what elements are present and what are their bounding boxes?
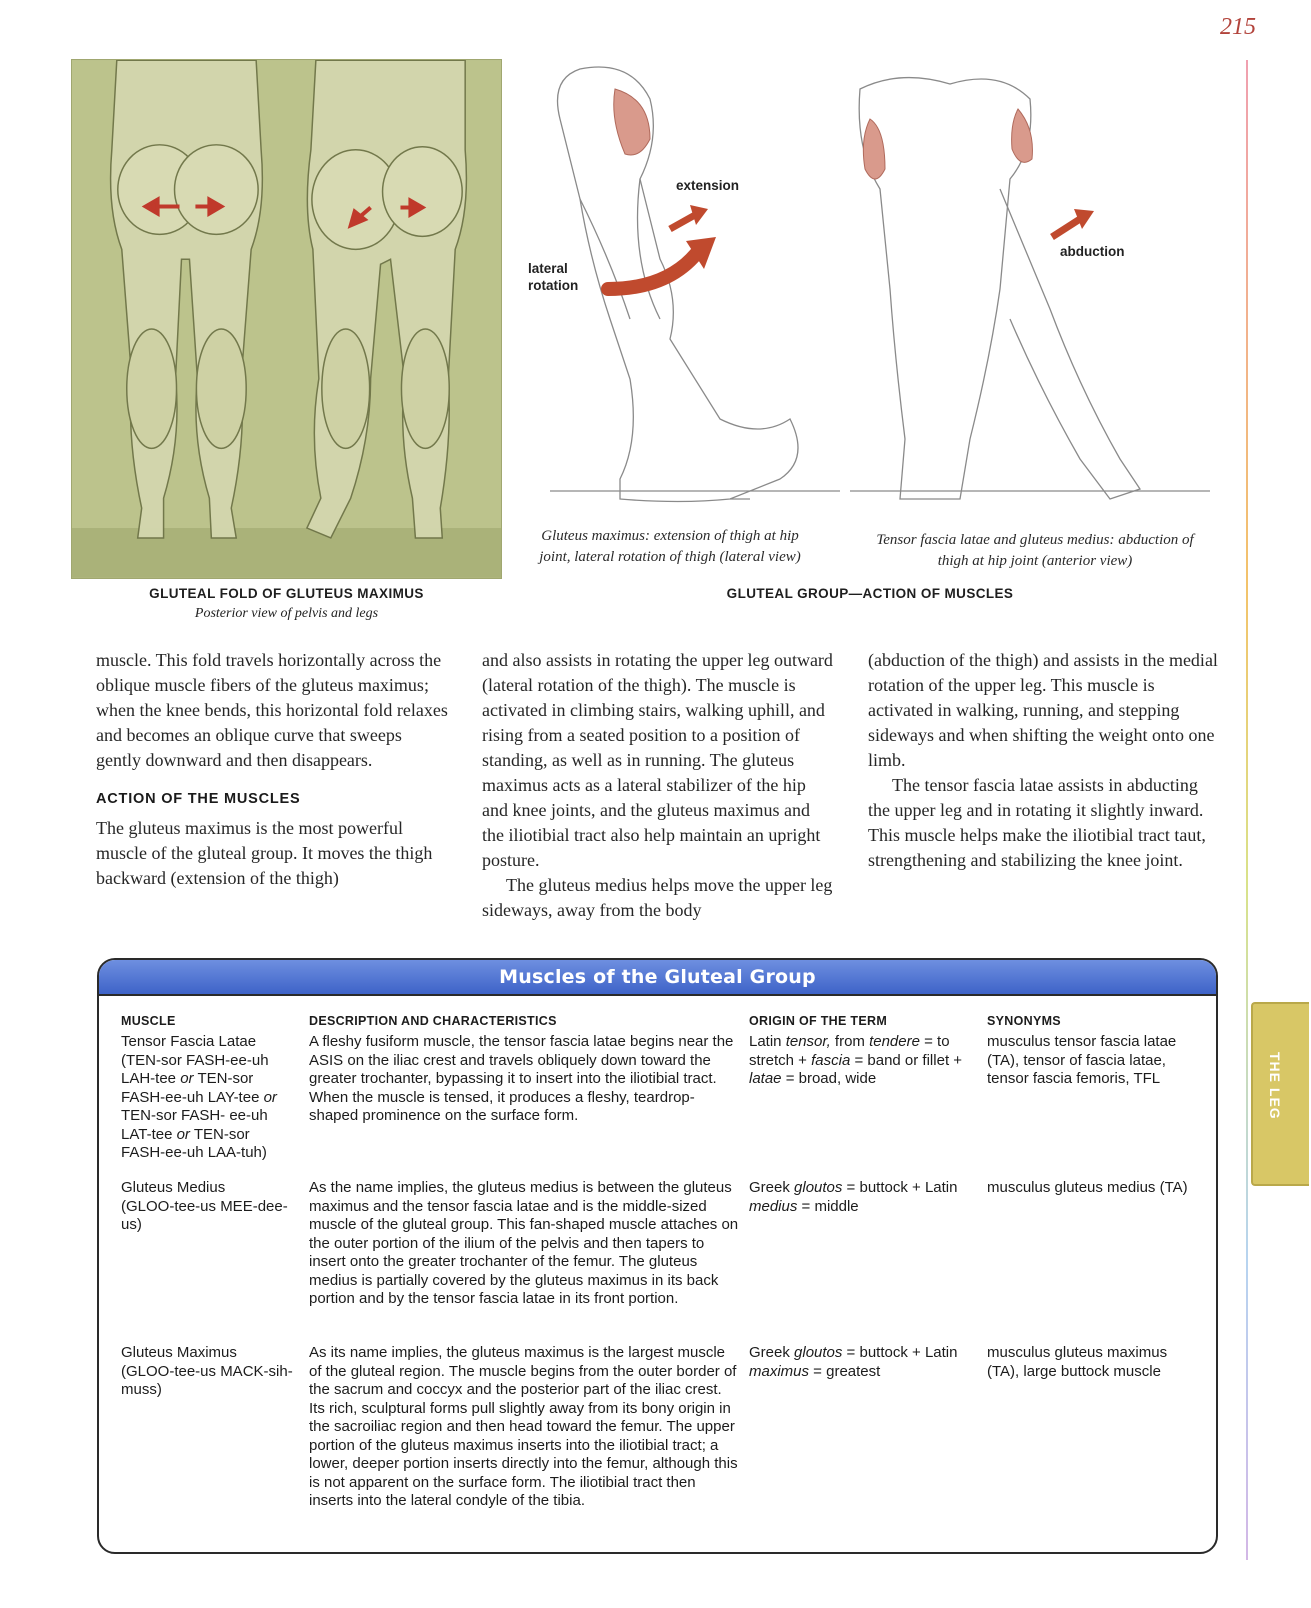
muscle-name: Gluteus Maximus <box>121 1344 237 1361</box>
muscle-pronunciation: (TEN-sor FASH-ee-uh LAH-tee or TEN-sor FASH-ee-uh LAY-tee or TEN-sor FASH- ee-uh LAT-tee or TEN-sor FASH-ee-uh LAA-tuh) <box>121 1051 277 1161</box>
muscle-name: Tensor Fascia Latae <box>121 1033 257 1050</box>
sketch-caption-subtitle: Posterior view of pelvis and legs <box>194 606 379 621</box>
table-row-1-origin: Latin tensor, from tendere = to stretch + fascia = band or fillet + latae = broad, wide <box>749 1033 963 1087</box>
edge-color-rule <box>1246 60 1248 1560</box>
body-column-3 <box>868 648 1218 873</box>
sketch-caption-title: GLUTEAL FOLD OF GLUTEUS MAXIMUS <box>149 586 424 601</box>
table-row-3-muscle <box>121 1344 296 1400</box>
table-title: Muscles of the Gluteal Group <box>499 966 816 988</box>
group-caption-title: GLUTEAL GROUP—ACTION OF MUSCLES <box>726 586 1014 601</box>
muscle-pronunciation: (GLOO-tee-us MEE-dee-us) <box>121 1197 288 1233</box>
table-row-2-origin: Greek gloutos = buttock + Latin medius = middle <box>749 1179 958 1215</box>
column-header-muscle: MUSCLE <box>121 1014 176 1028</box>
label-extension: extension <box>676 178 740 193</box>
anterior-view-caption-line1: Tensor fascia latae and gluteus medius: abduction of <box>876 532 1194 548</box>
muscles-table <box>97 958 1218 1554</box>
table-row-2-description: As the name implies, the gluteus medius is between the gluteus maximus and the tensor fascia latae and is the middle-sized muscle of the gluteal group. This fan-shaped muscle attaches on the outer portion of the ilium of the pelvis and then tapers to insert onto the greater trochanter of the femur. The gluteus medius is partially covered by the gluteus maximus in its back portion and by the tensor fascia latae in its front portion. <box>309 1179 739 1307</box>
lateral-view-caption-line2: joint, lateral rotation of thigh (lateral view) <box>539 549 801 565</box>
section-heading: ACTION OF THE MUSCLES <box>96 791 301 807</box>
column-header-synonyms: SYNONYMS <box>987 1014 1061 1028</box>
table-row-1-description: A fleshy fusiform muscle, the tensor fascia latae begins near the ASIS on the iliac crest and travels obliquely down toward the greater trochanter, bypassing it to insert into the iliotibial tract. When the muscle is tensed, it produces a fleshy, teardrop-shaped prominence on the surface form. <box>309 1033 734 1124</box>
col1-paragraph-1: muscle. This fold travels horizontally across the oblique muscle fibers of the gluteus maximus; when the knee bends, this horizontal fold relaxes and becomes an oblique curve that sweeps gently downward and then disappears. <box>96 650 448 770</box>
col3-paragraph-2: The tensor fascia latae assists in abducting the upper leg and in rotating it slightly inward. This muscle helps make the iliotibial tract taut, strengthening and stabilizing the knee joint. <box>868 775 1206 870</box>
col1-paragraph-2: The gluteus maximus is the most powerful muscle of the gluteal group. It moves the thigh backward (extension of the thigh) <box>96 818 433 888</box>
section-tab-label: THE LEG <box>1267 1052 1283 1120</box>
section-tab[interactable] <box>1251 1002 1309 1186</box>
column-header-description: DESCRIPTION AND CHARACTERISTICS <box>309 1014 557 1028</box>
label-rotation: rotation <box>528 278 579 293</box>
body-column-1 <box>96 648 448 891</box>
anterior-view-caption-line2: thigh at hip joint (anterior view) <box>937 553 1133 569</box>
table-row-3-synonyms: musculus gluteus maximus (TA), large buttock muscle <box>987 1344 1168 1380</box>
table-row-1-muscle <box>121 1033 296 1163</box>
body-column-2 <box>482 648 834 923</box>
table-row-1-synonyms: musculus tensor fascia latae (TA), tensor of fascia latae, tensor fascia femoris, TFL <box>987 1033 1177 1087</box>
anterior-view-caption <box>845 530 1225 572</box>
col3-paragraph-1: (abduction of the thigh) and assists in the medial rotation of the upper leg. This muscle is activated in walking, running, and stepping sideways and when shifting the weight onto one limb. <box>868 650 1218 770</box>
gluteal-action-illustration <box>520 59 1220 539</box>
table-row-2-synonyms: musculus gluteus medius (TA) <box>987 1179 1188 1196</box>
legs-posterior-drawing <box>72 60 501 578</box>
label-lateral: lateral <box>528 261 568 276</box>
lateral-view-caption-line1: Gluteus maximus: extension of thigh at hip <box>541 528 799 544</box>
muscle-name: Gluteus Medius <box>121 1179 226 1196</box>
col2-paragraph-2: The gluteus medius helps move the upper leg sideways, away from the body <box>482 875 833 920</box>
table-row-2-muscle <box>121 1179 296 1235</box>
page-number: 215 <box>1220 14 1256 40</box>
muscle-pronunciation: (GLOO-tee-us MACK-sih-muss) <box>121 1362 293 1398</box>
lateral-view-caption <box>510 526 830 568</box>
column-header-origin: ORIGIN OF THE TERM <box>749 1014 888 1028</box>
table-row-3-origin: Greek gloutos = buttock + Latin maximus = greatest <box>749 1344 958 1380</box>
table-title-banner <box>99 960 1216 996</box>
label-abduction: abduction <box>1060 244 1125 259</box>
gluteal-fold-sketch <box>71 59 502 579</box>
col2-paragraph-1: and also assists in rotating the upper leg outward (lateral rotation of the thigh). The muscle is activated in climbing stairs, walking uphill, and rising from a seated position to a position of standing, as well as in running. The gluteus maximus acts as a lateral stabilizer of the hip and knee joints, and the gluteus maximus and the iliotibial tract also help maintain an upright posture. <box>482 650 833 870</box>
table-row-3-description: As its name implies, the gluteus maximus is the largest muscle of the gluteal region. The muscle begins from the outer border of the sacrum and coccyx and the posterior part of the iliac crest. Its rich, sculptural forms pull slightly away from its bony origin in the sacroiliac region and then head toward the femur. The upper portion of the gluteus maximus inserts into the iliotibial tract; a lower, deeper portion inserts directly into the femur, although this is not apparent on the surface form. The iliotibial tract then inserts into the lateral condyle of the tibia. <box>309 1344 738 1509</box>
action-diagram <box>520 59 1220 539</box>
